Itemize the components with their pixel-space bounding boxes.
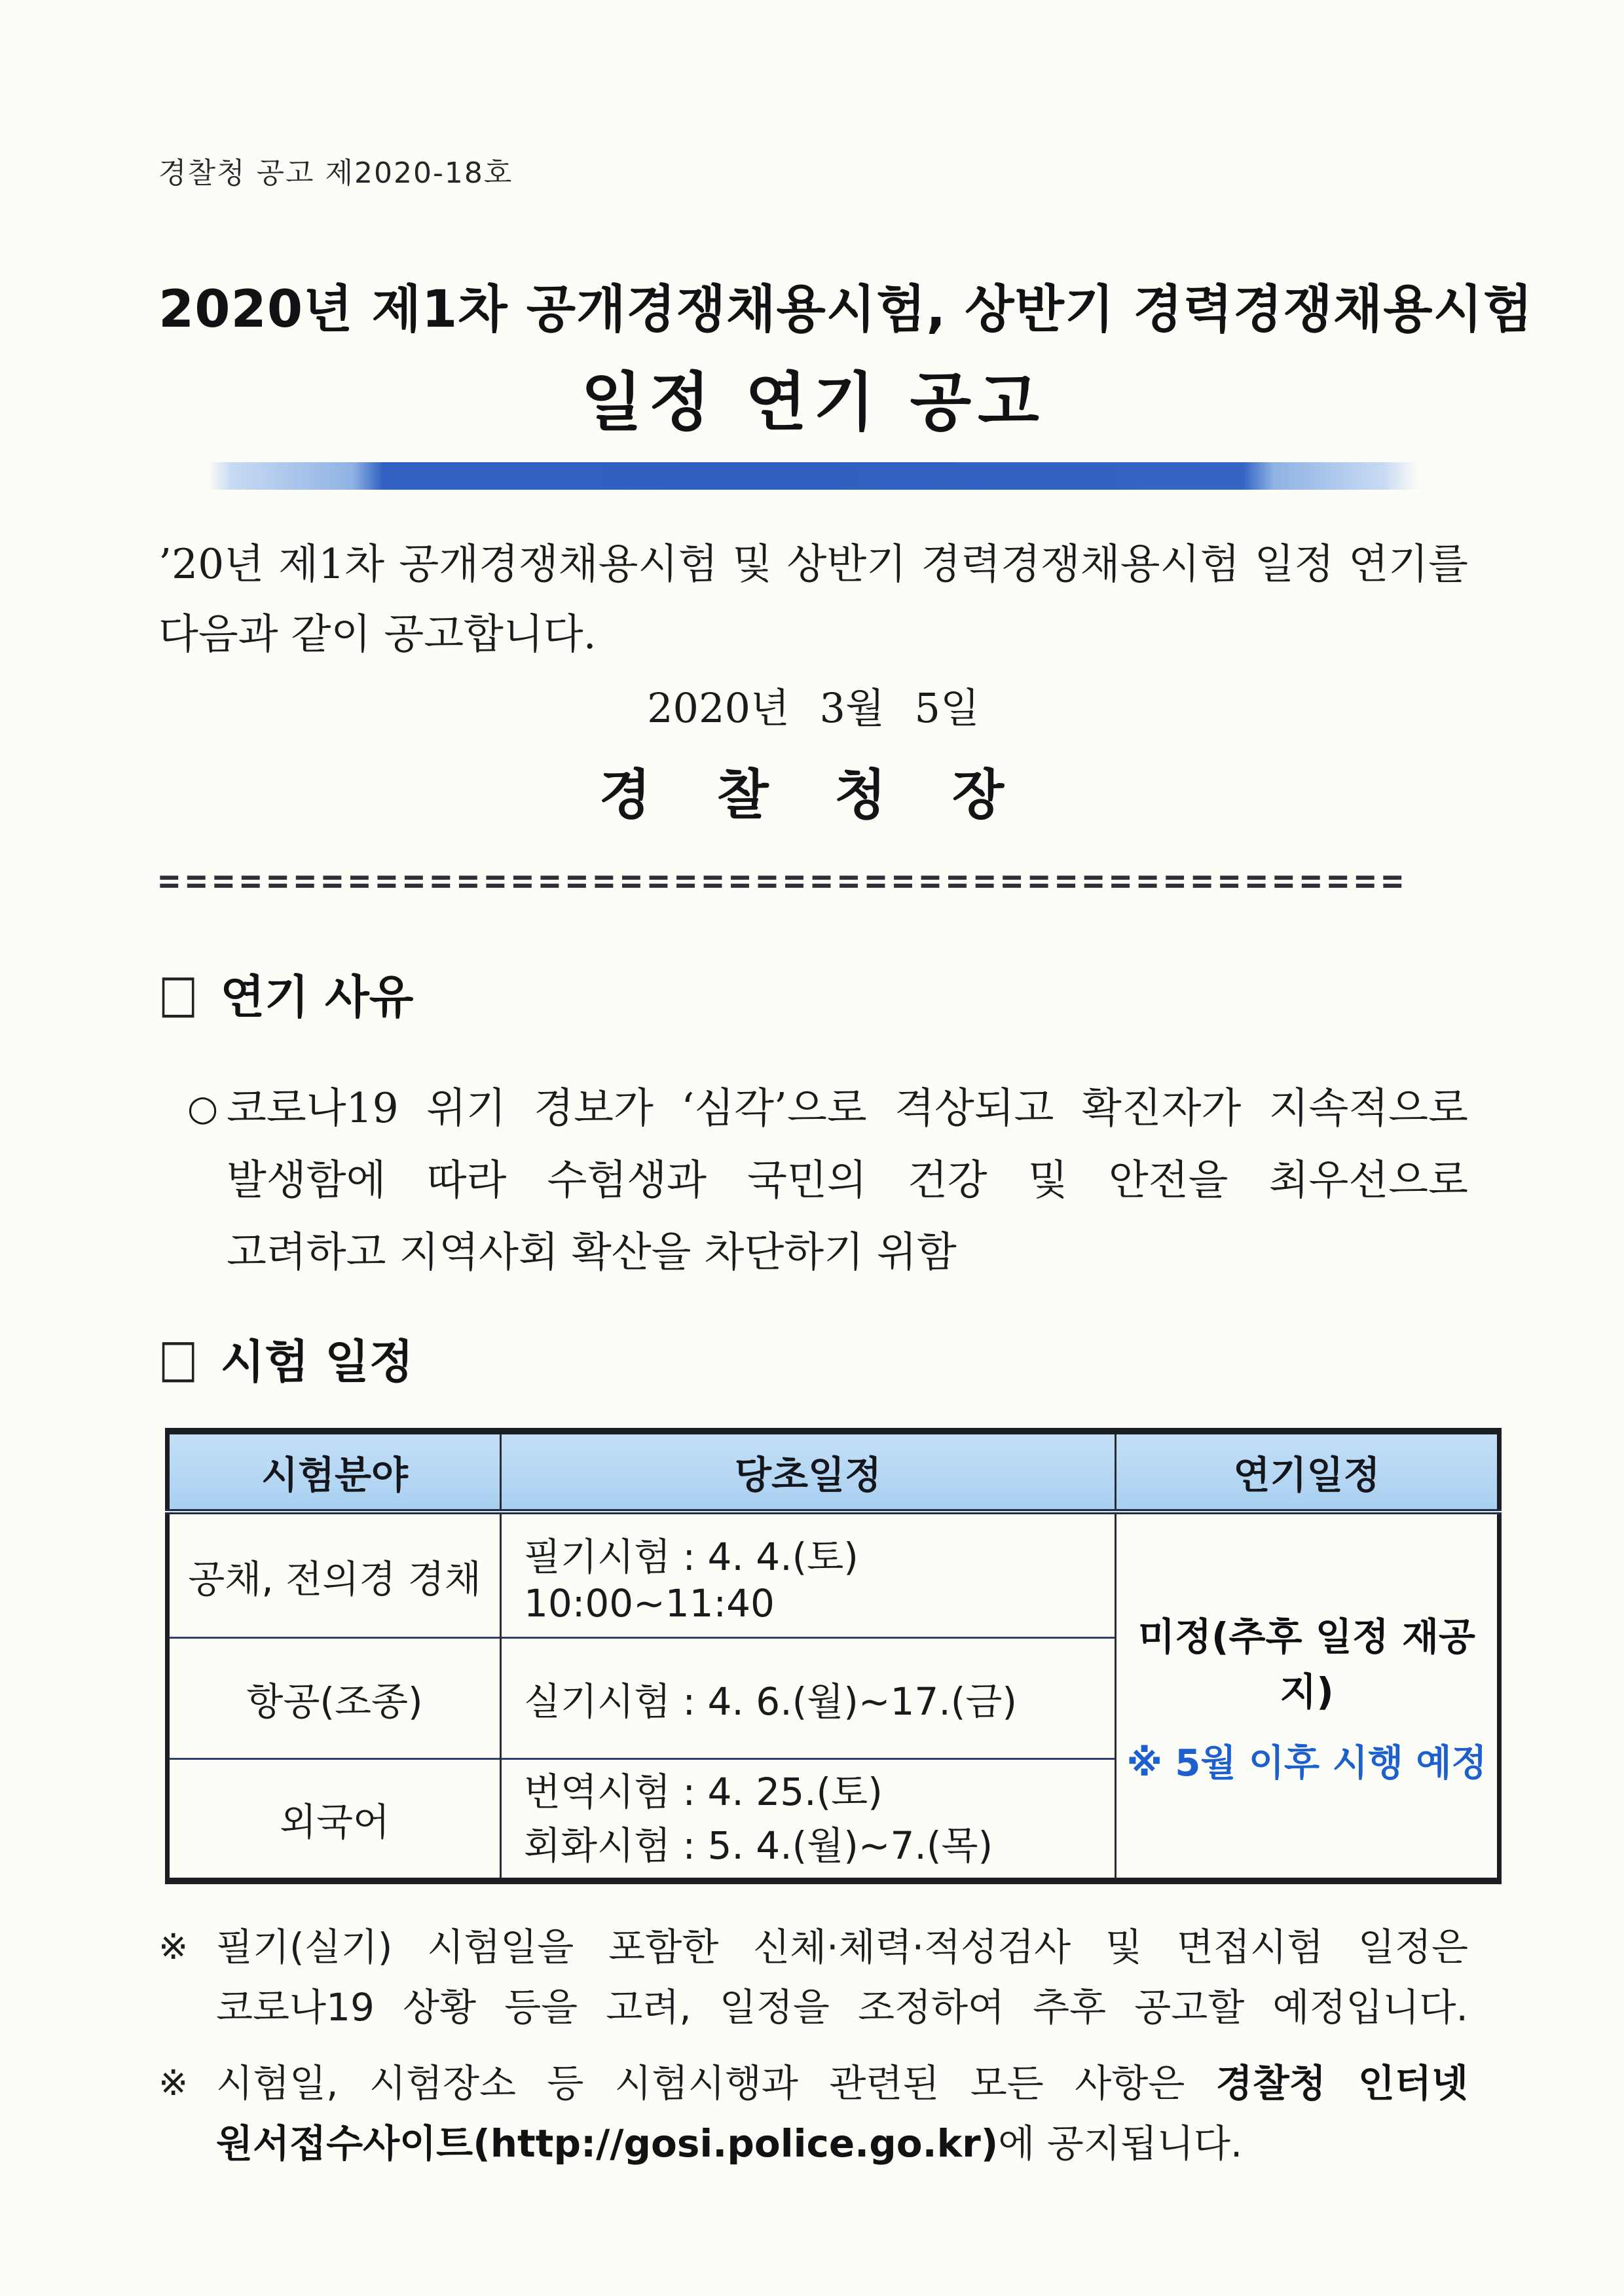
circle-bullet-icon: ○: [187, 1087, 219, 1129]
original-schedule-line-1: 번역시험 : 4. 25.(토): [524, 1770, 883, 1814]
original-schedule-cell: [501, 1759, 1116, 1882]
title-line-1: 2020년 제1차 공개경쟁채용시험, 상반기 경력경쟁채용시험: [158, 280, 1534, 339]
footnotes: [158, 1917, 1468, 2174]
footnote-2-line-1-bold: 경찰청 인터넷: [1215, 2061, 1468, 2105]
square-bullet-icon: □: [158, 1328, 198, 1389]
section-heading-reason: [158, 960, 1468, 1027]
announcement-title: [158, 268, 1534, 443]
original-schedule-line-2: 회화시험 : 5. 4.(월)~7.(목): [524, 1823, 993, 1868]
doc-number: 경찰청 공고 제2020-18호: [158, 156, 513, 190]
exam-field-cell: 외국어: [168, 1759, 501, 1882]
column-header-postponed-schedule: 연기일정: [1116, 1431, 1500, 1512]
reason-text: [227, 1072, 1468, 1288]
footnote-2-line-2-normal: 에 공지됩니다.: [998, 2121, 1243, 2166]
footnote-1-text: [216, 1917, 1468, 2037]
announcement-date: 2020년 3월 5일: [647, 684, 980, 732]
column-header-original-schedule: 당초일정: [501, 1431, 1116, 1512]
table-header-row: [168, 1431, 1500, 1512]
footnote-2-line-1-normal: 시험일, 시험장소 등 시험시행과 관련된 모든 사항은: [216, 2061, 1216, 2105]
url-text: 원서접수사이트(http://gosi.police.go.kr): [216, 2121, 999, 2166]
postponed-note: ※ 5월 이후 시행 예정: [1126, 1741, 1487, 1785]
footnote-2: [158, 2053, 1468, 2174]
exam-field-cell: 공채, 전의경 경채: [188, 1556, 481, 1601]
postponed-status: 미정(추후 일정 재공지): [1137, 1614, 1476, 1714]
signer-name: 경 찰 청 장: [599, 763, 1028, 826]
exam-schedule-table: [165, 1428, 1502, 1884]
reason-line-3: 고려하고 지역사회 확산을 차단하기 위함: [227, 1228, 957, 1276]
intro-line-1: ’20년 제1차 공개경쟁채용시험 및 상반기 경력경쟁채용시험 일정 연기를: [158, 540, 1468, 588]
original-schedule-cell: 실기시험 : 4. 6.(월)~17.(금): [501, 1638, 1116, 1759]
square-bullet-icon: □: [158, 963, 198, 1024]
footnote-2-line-2: [216, 2113, 1468, 2174]
footnote-1: [158, 1917, 1468, 2037]
reference-mark-icon: ※: [158, 1926, 189, 1967]
table-row: [168, 1512, 1500, 1638]
intro-paragraph: [158, 529, 1468, 669]
reference-mark-icon: ※: [158, 2062, 189, 2104]
postponed-schedule-cell: [1116, 1512, 1500, 1881]
footnote-2-text: [216, 2053, 1468, 2174]
reason-bullet: [158, 1072, 1468, 1288]
original-schedule-cell: 필기시험 : 4. 4.(토) 10:00~11:40: [501, 1512, 1116, 1638]
footnote-1-line-1: 필기(실기) 시험일을 포함한 신체·체력·적성검사 및 면접시험 일정은: [216, 1925, 1468, 1969]
double-line-divider: ==============================================: [158, 860, 1409, 902]
reason-line-2: 발생함에 따라 수험생과 국민의 건강 및 안전을 최우선으로: [227, 1156, 1468, 1204]
reason-heading-label: 연기 사유: [220, 970, 414, 1024]
reason-line-1: 코로나19 위기 경보가 ‘심각’으로 격상되고 확진자가 지속적으로: [227, 1084, 1468, 1132]
schedule-heading-label: 시험 일정: [220, 1335, 414, 1389]
section-heading-schedule: [158, 1325, 1468, 1391]
title-accent-bar: [208, 462, 1419, 490]
title-line-2: 일정 연기 공고: [581, 365, 1046, 439]
column-header-exam-field: 시험분야: [168, 1431, 501, 1512]
footnote-1-line-2: 코로나19 상황 등을 고려, 일정을 조정하여 추후 공고할 예정입니다.: [216, 1985, 1468, 2030]
exam-field-cell: 항공(조종): [168, 1638, 501, 1759]
intro-line-2: 다음과 같이 공고합니다.: [158, 610, 597, 658]
footnote-2-line-1: [216, 2053, 1468, 2113]
